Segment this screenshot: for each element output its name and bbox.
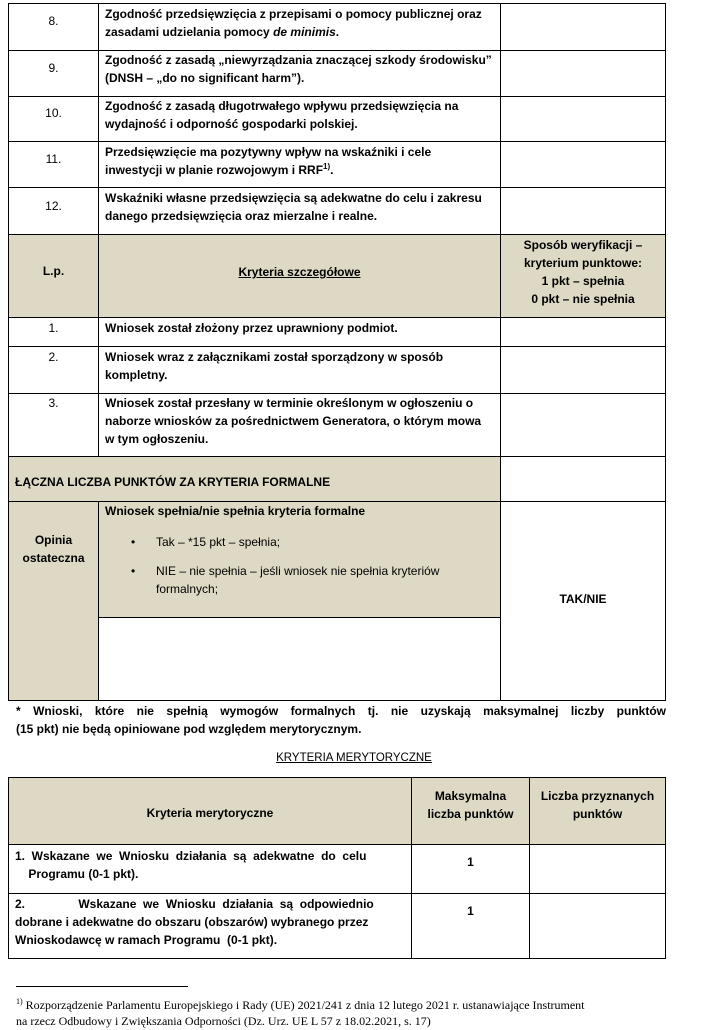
opinion-label: Opinia ostateczna [22, 533, 85, 565]
criteria-text: Zgodność z zasadą długotrwałego wpływu przedsięwzięcia na wydajność i odporność gospodarki polskiej. [105, 99, 459, 131]
note-line-2: (15 pkt) nie będą opiniowane pod względem merytorycznym. [16, 722, 362, 736]
t2-header-awarded: Liczba przyznanych punktów [540, 789, 655, 821]
criteria-text: Wniosek został przesłany w terminie określonym w ogłoszeniu o naborze wniosków za pośrednictwem Generatora, o którym mowa w tym ogłoszeniu. [105, 396, 482, 446]
detail-1-score-cell [500, 317, 666, 347]
criteria-text: Wskaźniki własne przedsięwzięcia są adekwatne do celu i zakresu danego przedsięwzięcia oraz mierzalne i realne. [105, 191, 482, 223]
header-criteria: Kryteria szczegółowe [238, 265, 361, 279]
t2-row-1-max: 1 [467, 855, 474, 869]
t2-row-2-max: 1 [467, 904, 474, 918]
footnote-separator [16, 986, 188, 987]
criteria-text: Wniosek został złożony przez uprawniony podmiot. [105, 321, 398, 335]
t2-header-max: Maksymalna liczba punktów [427, 789, 514, 821]
row-9-score-cell [500, 50, 666, 97]
row-8-score-cell [500, 3, 666, 51]
opinion-heading: Wniosek spełnia/nie spełnia kryteria formalne [105, 504, 366, 518]
row-number: 12. [45, 199, 62, 213]
row-number: 8. [48, 14, 59, 28]
section-title: KRYTERIA MERYTORYCZNE [276, 752, 432, 764]
t2-row-2-awarded-cell [529, 893, 666, 959]
note-line-1: * Wnioski, które nie spełnią wymogów formalnych tj. nie uzyskają maksymalnej liczby punktów [16, 704, 666, 718]
row-number: 10. [45, 106, 62, 120]
t2-header-criteria: Kryteria merytoryczne [146, 806, 274, 820]
total-score-cell [500, 456, 666, 502]
row-number: 3. [48, 396, 59, 410]
row-number: 9. [48, 61, 59, 75]
total-label: ŁĄCZNA LICZBA PUNKTÓW ZA KRYTERIA FORMALNE [15, 475, 331, 489]
header-verification: Sposób weryfikacji – kryterium punktowe: 1 pkt – spełnia 0 pkt – nie spełnia [523, 238, 643, 306]
header-lp: L.p. [42, 264, 65, 278]
row-number: 2. [48, 350, 59, 364]
opinion-option-no: NIE – nie spełnia – jeśli wniosek nie spełnia kryteriów formalnych; [156, 564, 440, 596]
bullet-dot-icon: • [131, 535, 136, 549]
criteria-text: Zgodność przedsięwzięcia z przepisami o pomocy publicznej oraz zasadami udzielania pomocy de minimis. [105, 7, 482, 39]
opinion-result: TAK/NIE [559, 592, 607, 606]
t2-row-1-text: 1. Wskazane we Wniosku działania są adekwatne do celu Programu (0-1 pkt). [15, 849, 367, 881]
row-number: 11. [45, 152, 62, 166]
row-11-score-cell [500, 141, 666, 188]
opinion-option-yes: Tak – *15 pkt – spełnia; [156, 535, 281, 549]
footnote: $^{1)}$ Rozporządzenie Parlamentu Europejskiego i Rady (UE) 2021/241 z dnia 12 lutego 2021 r. ustanawiające Instrument na rzecz Odbudowy i Zwiększania Odporności (Dz. Urz. UE L 57 z 18.02.2021, s. 17) [16, 997, 585, 1028]
t2-row-2-text: 2. Wskazane we Wniosku działania są odpowiednio dobrane i adekwatne do obszaru (obszarów) wybranego przez Wnioskodawcę w ramach Programu (0-1 pkt). [15, 897, 374, 947]
row-number: 1. [48, 321, 59, 335]
opinion-blank-cell [98, 617, 501, 701]
detail-3-score-cell [500, 393, 666, 457]
t2-row-1-awarded-cell [529, 844, 666, 894]
criteria-text: Zgodność z zasadą „niewyrządzania znaczącej szkody środowisku” (DNSH – „do no significant harm”). [105, 53, 492, 85]
bullet-dot-icon: • [131, 564, 136, 578]
criteria-text: Wniosek wraz z załącznikami został sporządzony w sposób kompletny. [105, 350, 444, 382]
criteria-text: Przedsięwzięcie ma pozytywny wpływ na wskaźniki i cele inwestycji w planie rozwojowym i RRF$^{1)}$. [105, 145, 432, 177]
row-12-score-cell [500, 187, 666, 235]
detail-2-score-cell [500, 346, 666, 394]
row-10-score-cell [500, 96, 666, 142]
